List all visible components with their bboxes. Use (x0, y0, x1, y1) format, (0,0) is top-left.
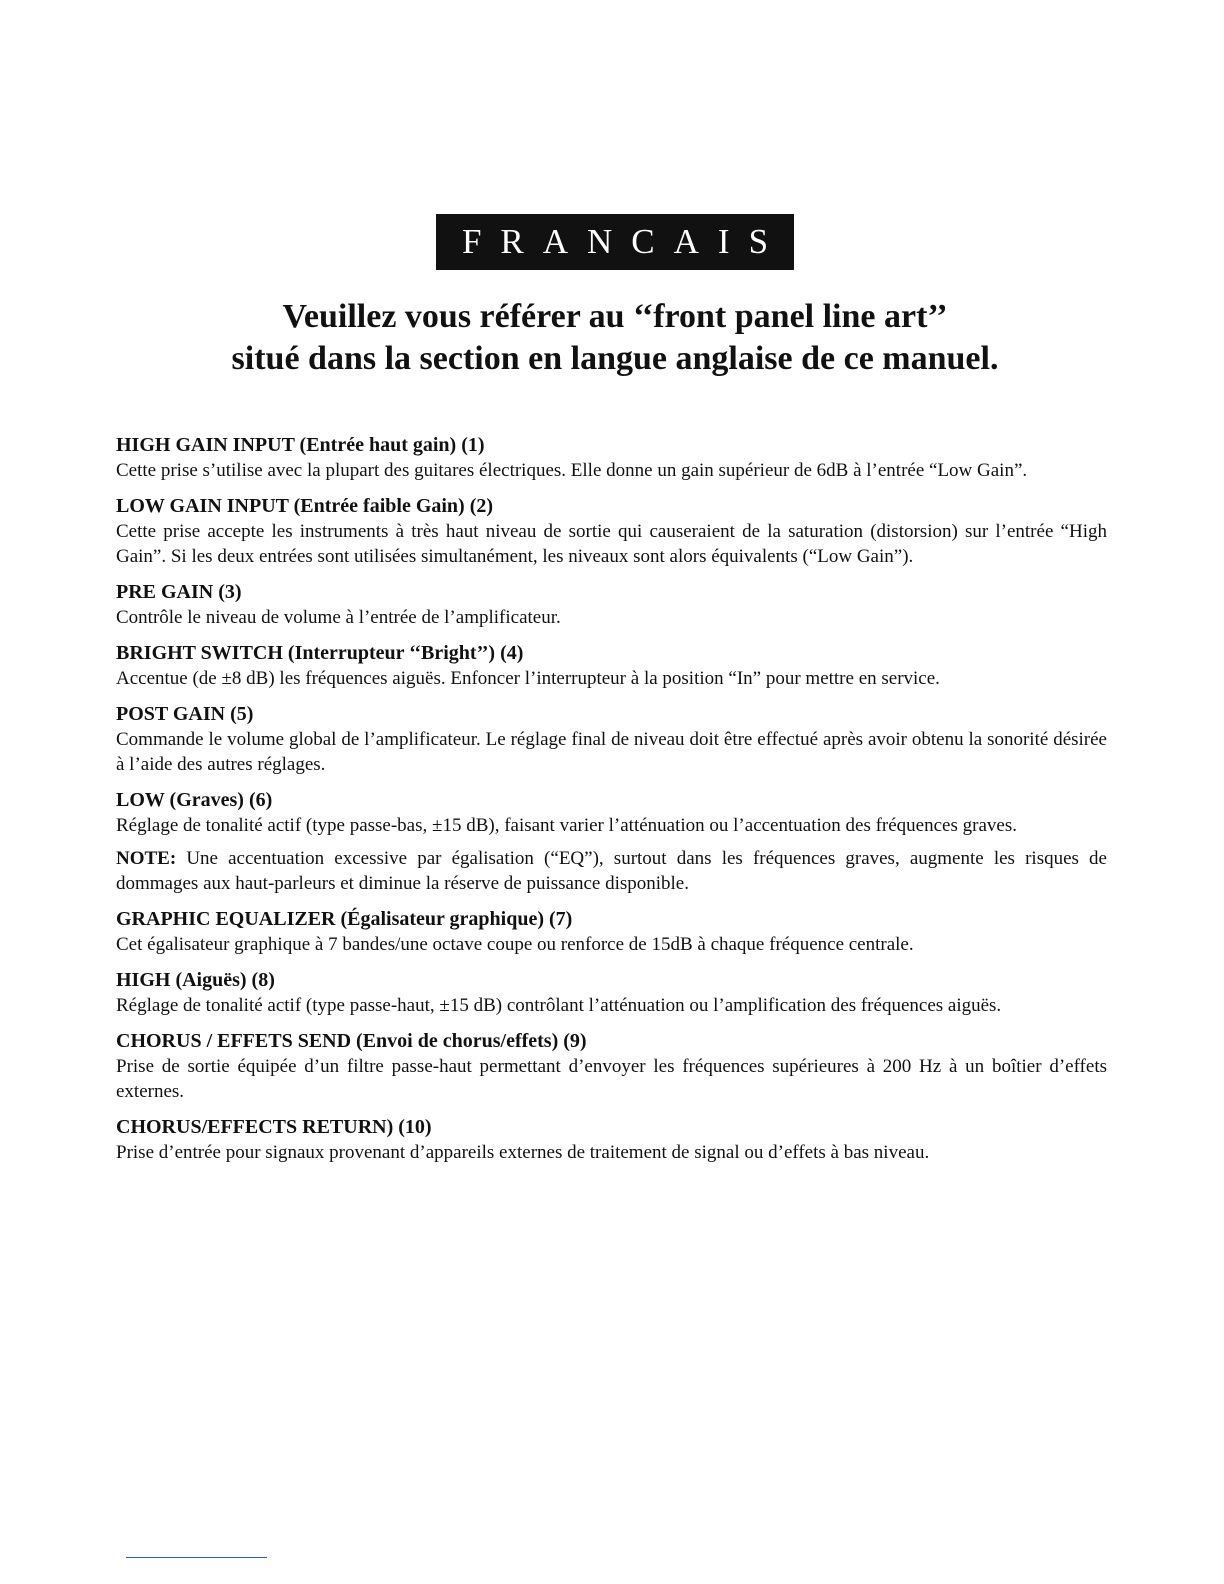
section-low (116, 788, 1107, 896)
language-banner: FRANCAIS (436, 214, 794, 270)
footnote-rule (126, 1557, 267, 1558)
note-label: NOTE: (116, 848, 177, 869)
section-body: Contrôle le niveau de volume à l’entrée de l’amplificateur. (116, 607, 561, 628)
section-bright-switch (116, 641, 1107, 691)
section-title: POST GAIN (5) (116, 703, 254, 725)
section-effects-return (116, 1115, 1107, 1165)
page-headline (120, 296, 1110, 380)
section-title: CHORUS/EFFECTS RETURN) (10) (116, 1116, 432, 1138)
section-body: Cette prise s’utilise avec la plupart des guitares électriques. Elle donne un gain supérieur de 6dB à l’entrée “Low Gain”. (116, 460, 1028, 481)
section-body: Cet égalisateur graphique à 7 bandes/une octave coupe ou renforce de 15dB à chaque fréquence centrale. (116, 934, 914, 955)
section-post-gain (116, 702, 1107, 777)
section-low-gain-input (116, 494, 1107, 569)
section-graphic-equalizer (116, 907, 1107, 957)
section-title: HIGH (Aiguës) (8) (116, 969, 275, 991)
section-body: Réglage de tonalité actif (type passe-haut, ±15 dB) contrôlant l’atténuation ou l’amplification des fréquences aiguës. (116, 995, 1002, 1016)
control-descriptions (116, 433, 1107, 1176)
section-body: Prise d’entrée pour signaux provenant d’appareils externes de traitement de signal ou d’effets à bas niveau. (116, 1142, 930, 1163)
section-body: Réglage de tonalité actif (type passe-bas, ±15 dB), faisant varier l’atténuation ou l’accentuation des fréquences graves. (116, 815, 1017, 836)
section-title: LOW (Graves) (6) (116, 789, 273, 811)
section-high (116, 968, 1107, 1018)
section-title: PRE GAIN (3) (116, 581, 242, 603)
section-body: Cette prise accepte les instruments à très haut niveau de sortie qui causeraient de la saturation (distorsion) sur l’entrée “High Gain”. Si les deux entrées sont utilisées simultanément, les niveaux sont alors équivalents (“Low Gain”). (116, 521, 1107, 567)
section-title: GRAPHIC EQUALIZER (Égalisateur graphique) (7) (116, 908, 573, 930)
section-title: HIGH GAIN INPUT (Entrée haut gain) (1) (116, 434, 485, 456)
section-title: LOW GAIN INPUT (Entrée faible Gain) (2) (116, 495, 494, 517)
section-body: Commande le volume global de l’amplificateur. Le réglage final de niveau doit être effectué après avoir obtenu la sonorité désirée à l’aide des autres réglages. (116, 729, 1107, 775)
section-title: CHORUS / EFFETS SEND (Envoi de chorus/effets) (9) (116, 1030, 587, 1052)
note-text: Une accentuation excessive par égalisation (“EQ”), surtout dans les fréquences graves, augmente les risques de dommages aux haut-parleurs et diminue la réserve de puissance disponible. (116, 848, 1107, 894)
section-high-gain-input (116, 433, 1107, 483)
section-body: Accentue (de ±8 dB) les fréquences aiguës. Enfoncer l’interrupteur à la position “In” pour mettre en service. (116, 668, 940, 689)
section-body: Prise de sortie équipée d’un filtre passe-haut permettant d’envoyer les fréquences supérieures à 200 Hz à un boîtier d’effets externes. (116, 1056, 1107, 1102)
section-effects-send (116, 1029, 1107, 1104)
headline-line-2: situé dans la section en langue anglaise de ce manuel. (231, 340, 999, 377)
section-title: BRIGHT SWITCH (Interrupteur ‘‘Bright’’) (4) (116, 642, 524, 664)
headline-line-1: Veuillez vous référer au ‘‘front panel line art’’ (282, 298, 948, 335)
note-paragraph (116, 846, 1107, 896)
section-pre-gain (116, 580, 1107, 630)
